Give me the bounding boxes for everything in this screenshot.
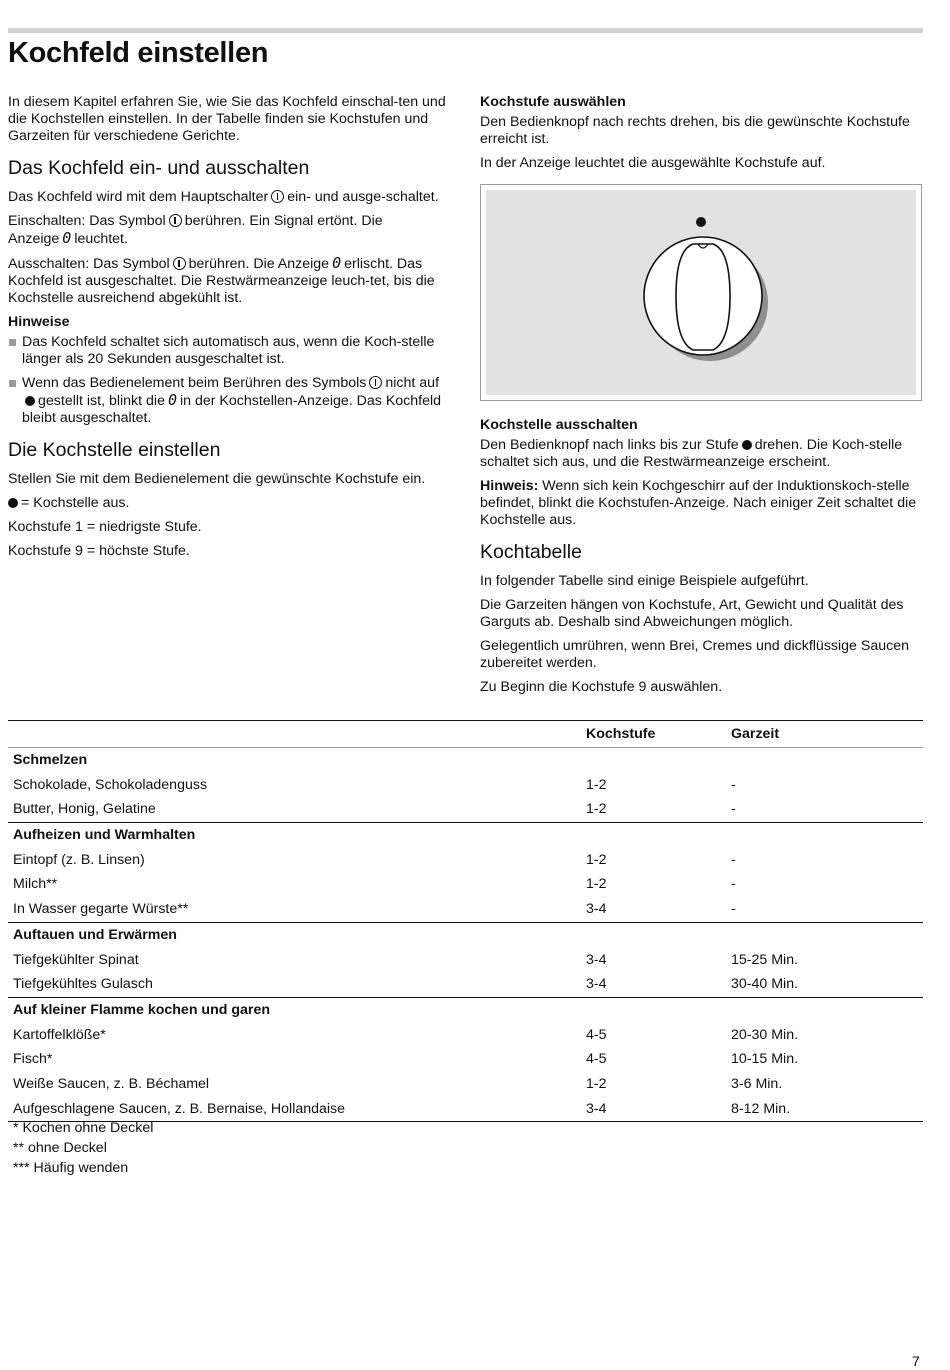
heading-select: Kochstufe auswählen bbox=[480, 94, 626, 110]
table-cell-level: 1-2 bbox=[586, 876, 607, 893]
table-cell-dish: Weiße Saucen, z. B. Béchamel bbox=[13, 1075, 210, 1092]
table-cell-dish: Butter, Honig, Gelatine bbox=[13, 801, 156, 818]
off-p1-text-a: Den Bedienknopf nach links bis zur Stufe bbox=[480, 437, 739, 453]
note-1-text: Das Kochfeld schaltet sich automatisch aus, wenn die Koch-stelle länger als 20 Sekunden ausgeschaltet ist. bbox=[22, 334, 435, 367]
table-group-label: Schmelzen bbox=[13, 752, 88, 768]
segment-zero-icon: 0 bbox=[62, 229, 72, 247]
table-cell-dish: Tiefgekühlter Spinat bbox=[13, 951, 139, 968]
table-group-row bbox=[8, 822, 923, 848]
table-cell-time: 30-40 Min. bbox=[731, 976, 799, 993]
table-row bbox=[8, 1047, 923, 1072]
power-symbol-icon bbox=[173, 257, 186, 270]
off-dot-icon bbox=[25, 396, 35, 406]
zone-p2-text: = Kochstelle aus. bbox=[21, 495, 130, 511]
heading-onoff: Das Kochfeld ein- und ausschalten bbox=[8, 157, 310, 179]
power-symbol-icon bbox=[271, 190, 284, 203]
table-row bbox=[8, 872, 923, 897]
heading-table: Kochtabelle bbox=[480, 541, 582, 563]
onoff-p2-text-a: Einschalten: Das Symbol bbox=[8, 213, 166, 229]
table-cell-time: - bbox=[731, 801, 736, 818]
onoff-p1-text-b: ein- und ausge-schaltet. bbox=[287, 189, 439, 205]
table-cell-level: 1-2 bbox=[586, 776, 607, 793]
table-cell-level: 4-5 bbox=[586, 1026, 607, 1043]
table-body bbox=[8, 748, 923, 1121]
table-group-row bbox=[8, 997, 923, 1023]
knob-illustration bbox=[480, 184, 922, 401]
table-intro-1: In folgender Tabelle sind einige Beispiele aufgeführt. bbox=[480, 573, 809, 589]
heading-off: Kochstelle ausschalten bbox=[480, 417, 638, 433]
notes-list bbox=[8, 334, 450, 427]
top-rule bbox=[8, 28, 923, 33]
table-group-label: Auftauen und Erwärmen bbox=[13, 926, 177, 943]
off-paragraph-1 bbox=[480, 437, 922, 471]
onoff-paragraph-1 bbox=[8, 189, 450, 206]
table-cell-time: 20-30 Min. bbox=[731, 1026, 799, 1043]
cooking-table bbox=[8, 720, 923, 1122]
onoff-paragraph-2 bbox=[8, 213, 450, 248]
onoff-p2-text-b: berühren. Ein Signal ertönt. Die Anzeige bbox=[8, 213, 383, 247]
square-bullet-icon bbox=[9, 339, 16, 346]
intro-paragraph: In diesem Kapitel erfahren Sie, wie Sie das Kochfeld einschal-ten und die Kochstellen einstellen. In der Tabelle finden sie Kochstufen und Garzeiten für verschiedene Gerichte. bbox=[8, 94, 446, 144]
table-cell-level: 1-2 bbox=[586, 851, 607, 868]
power-symbol-icon bbox=[369, 376, 382, 389]
footnote: ** ohne Deckel bbox=[13, 1140, 107, 1156]
table-cell-time: - bbox=[731, 876, 736, 893]
off-hint-paragraph bbox=[480, 478, 922, 529]
table-cell-level: 3-4 bbox=[586, 1100, 607, 1117]
table-row bbox=[8, 948, 923, 973]
footnote: * Kochen ohne Deckel bbox=[13, 1120, 154, 1136]
hint-text: Wenn sich kein Kochgeschirr auf der Induktionskoch-stelle befindet, blinkt die Kochstufen-Anzeige. Nach einiger Zeit schaltet die Kochstelle aus. bbox=[480, 478, 917, 528]
table-cell-level: 3-4 bbox=[586, 901, 607, 918]
table-group-row bbox=[8, 748, 923, 773]
table-cell-time: 8-12 Min. bbox=[731, 1100, 791, 1117]
table-cell-dish: In Wasser gegarte Würste** bbox=[13, 901, 189, 918]
footnote: *** Häufig wenden bbox=[13, 1160, 129, 1176]
heading-zone: Die Kochstelle einstellen bbox=[8, 439, 221, 461]
note-2-text-b: nicht auf bbox=[385, 375, 440, 391]
table-group-label: Aufheizen und Warmhalten bbox=[13, 827, 196, 844]
footnotes bbox=[13, 1118, 153, 1178]
table-intro-3: Gelegentlich umrühren, wenn Brei, Cremes und dickflüssige Saucen zubereitet werden. bbox=[480, 638, 909, 671]
page-title: Kochfeld einstellen bbox=[8, 37, 269, 69]
zone-paragraph-3: Kochstufe 1 = niedrigste Stufe. bbox=[8, 519, 202, 535]
table-cell-dish: Kartoffelklöße* bbox=[13, 1026, 106, 1043]
table-cell-level: 3-4 bbox=[586, 951, 607, 968]
zone-paragraph-4: Kochstufe 9 = höchste Stufe. bbox=[8, 543, 190, 559]
table-cell-level: 3-4 bbox=[586, 976, 607, 993]
off-dot-icon bbox=[8, 498, 18, 508]
onoff-paragraph-3 bbox=[8, 255, 450, 307]
zone-paragraph-1: Stellen Sie mit dem Bedienelement die gewünschte Kochstufe ein. bbox=[8, 471, 426, 487]
table-cell-dish: Eintopf (z. B. Linsen) bbox=[13, 851, 145, 868]
table-cell-dish: Tiefgekühltes Gulasch bbox=[13, 976, 153, 993]
table-group-label: Auf kleiner Flamme kochen und garen bbox=[13, 1001, 271, 1018]
table-cell-dish: Milch** bbox=[13, 876, 58, 893]
table-header-level: Kochstufe bbox=[586, 726, 656, 742]
knob-marker-dot bbox=[696, 217, 706, 227]
table-cell-level: 1-2 bbox=[586, 1075, 607, 1092]
power-symbol-icon bbox=[169, 214, 182, 227]
table-group-row bbox=[8, 922, 923, 948]
page-number: 7 bbox=[912, 1353, 920, 1369]
table-cell-time: - bbox=[731, 901, 736, 918]
onoff-p3-text-b: berühren. Die Anzeige bbox=[188, 256, 330, 272]
left-column bbox=[8, 94, 450, 567]
hint-label: Hinweis: bbox=[480, 478, 539, 494]
select-paragraph-2: In der Anzeige leuchtet die ausgewählte Kochstufe auf. bbox=[480, 155, 826, 171]
segment-zero-icon: 0 bbox=[167, 391, 177, 409]
off-dot-icon bbox=[742, 440, 752, 450]
segment-zero-icon: 0 bbox=[332, 254, 342, 272]
note-2-text-a: Wenn das Bedienelement beim Berühren des Symbols bbox=[22, 375, 367, 391]
table-intro-4: Zu Beginn die Kochstufe 9 auswählen. bbox=[480, 679, 723, 695]
off-p1-text-b: drehen. Die Koch-stelle schaltet sich aus, und die Restwärmeanzeige erscheint. bbox=[480, 437, 903, 470]
onoff-p2-text-c: leuchtet. bbox=[74, 231, 128, 247]
table-cell-time: 10-15 Min. bbox=[731, 1051, 799, 1068]
note-item bbox=[8, 334, 450, 368]
right-column bbox=[480, 94, 922, 703]
table-header-row bbox=[8, 720, 923, 748]
table-row bbox=[8, 1072, 923, 1097]
table-cell-level: 4-5 bbox=[586, 1051, 607, 1068]
note-2-text-c: gestellt ist, blinkt die bbox=[38, 393, 165, 409]
square-bullet-icon bbox=[9, 380, 16, 387]
table-cell-dish: Aufgeschlagene Saucen, z. B. Bernaise, Hollandaise bbox=[13, 1100, 346, 1117]
table-row bbox=[8, 797, 923, 822]
note-2-text-d: in der Kochstellen-Anzeige. Das Kochfeld bleibt ausgeschaltet. bbox=[22, 393, 442, 426]
table-row bbox=[8, 1023, 923, 1048]
knob-grip bbox=[676, 244, 730, 350]
notes-heading: Hinweise bbox=[8, 314, 70, 330]
onoff-p1-text-a: Das Kochfeld wird mit dem Hauptschalter bbox=[8, 189, 269, 205]
table-cell-time: 15-25 Min. bbox=[731, 951, 799, 968]
table-cell-dish: Fisch* bbox=[13, 1051, 53, 1068]
table-cell-dish: Schokolade, Schokoladenguss bbox=[13, 776, 208, 793]
table-row bbox=[8, 897, 923, 922]
table-cell-level: 1-2 bbox=[586, 801, 607, 818]
table-cell-time: - bbox=[731, 851, 736, 868]
table-cell-time: - bbox=[731, 776, 736, 793]
table-cell-time: 3-6 Min. bbox=[731, 1075, 783, 1092]
select-paragraph-1: Den Bedienknopf nach rechts drehen, bis die gewünschte Kochstufe erreicht ist. bbox=[480, 114, 910, 147]
control-knob-icon bbox=[486, 190, 916, 395]
onoff-p3-text-a: Ausschalten: Das Symbol bbox=[8, 256, 170, 272]
zone-paragraph-2 bbox=[8, 495, 450, 512]
table-row bbox=[8, 773, 923, 798]
table-row bbox=[8, 972, 923, 997]
onoff-p3-text-c: erlischt. Das Kochfeld ist ausgeschaltet. Die Restwärmeanzeige leuch-tet, bis die Kochstelle ausreichend abgekühlt ist. bbox=[8, 256, 435, 306]
knob-panel bbox=[486, 190, 916, 395]
table-row bbox=[8, 848, 923, 873]
table-intro-2: Die Garzeiten hängen von Kochstufe, Art, Gewicht und Qualität des Garguts ab. Deshalb sind Abweichungen möglich. bbox=[480, 597, 904, 630]
note-item bbox=[8, 375, 450, 427]
table-header-time: Garzeit bbox=[731, 726, 780, 742]
